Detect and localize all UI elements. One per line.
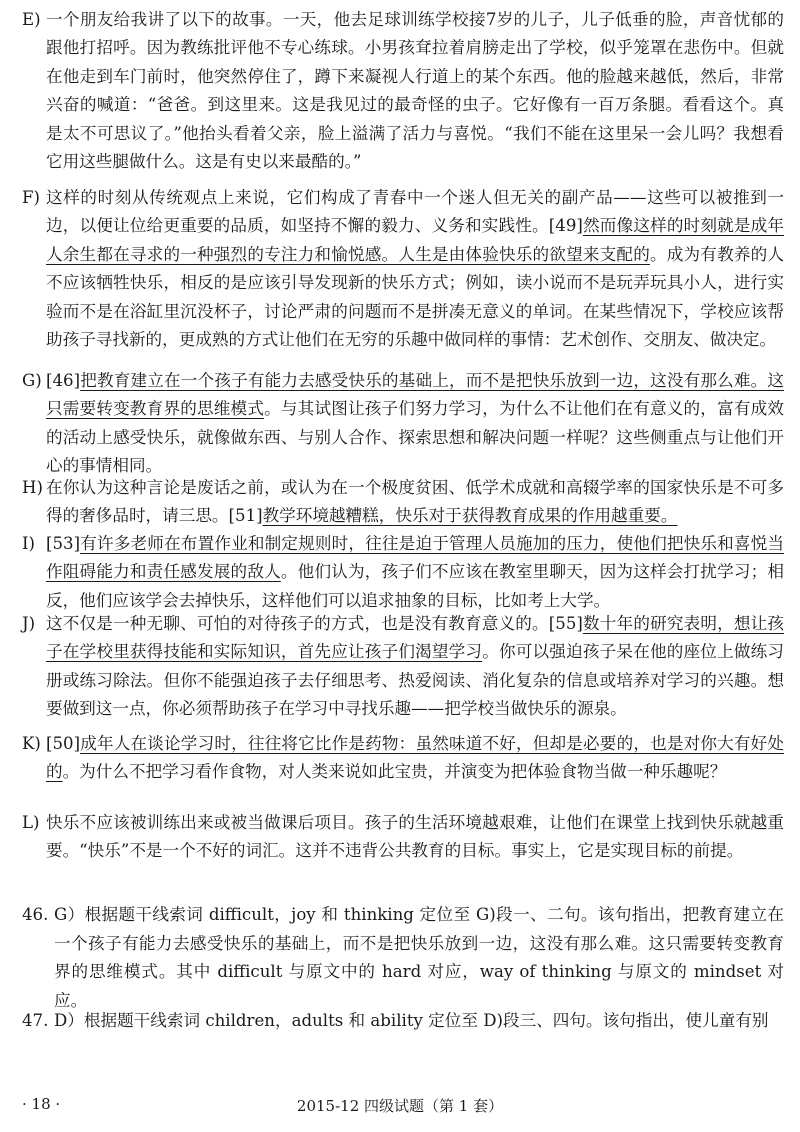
paragraph-text — [46, 730, 784, 787]
paragraph-text — [46, 367, 784, 481]
text-segment: 。与其试图让孩子们努力学习，为什么不让他们在有意义的，富有成效的活动上感受快乐，就像做东西、与别人合作、探索思想和解决问题一样呢？这些侧重点与让他们开心的事情相同。 — [46, 399, 785, 476]
paragraph — [22, 184, 784, 354]
paragraph-label: I) — [22, 534, 36, 553]
paragraph-label: J) — [22, 614, 36, 633]
paragraph-label: E) — [22, 10, 41, 29]
text-segment: 。你可以强迫孩子呆在他的座位上做练习册或练习除法。但你不能强迫孩子去仔细思考、热爱阅读、消化复杂的信息或培养对学习的兴趣。想要做到这一点，你必须帮助孩子在学习中寻找乐趣——把学校当做快乐的源泉。 — [46, 642, 785, 719]
answer-item — [22, 901, 784, 1015]
paragraph-text — [46, 610, 784, 724]
paragraph-text — [46, 184, 784, 354]
text-segment: 在你认为这种言论是废话之前，或认为在一个极度贫困、低学术成就和高辍学率的国家快乐是不可多得的奢侈品时，请三思。[51] — [46, 478, 784, 526]
paragraph — [22, 730, 784, 787]
paragraph — [22, 367, 784, 481]
text-segment: [53] — [46, 534, 81, 554]
underlined-sentence: 把教育建立在一个孩子有能力去感受快乐的基础上，而不是把快乐放到一边，这没有那么难。这只需要转变教育界的思维模式 — [46, 371, 784, 419]
text-segment: [46] — [46, 371, 81, 391]
page-footer — [0, 1095, 800, 1119]
text-segment: 。他们认为，孩子们不应该在教室里聊天，因为这样会打扰学习；相反，他们应该学会去掉快乐，这样他们可以追求抽象的目标，比如考上大学。 — [46, 562, 785, 610]
paragraph — [22, 474, 784, 531]
underlined-sentence: 数十年的研究表明，想让孩子在学校里获得技能和实际知识，首先应让孩子们渴望学习 — [46, 614, 784, 662]
underlined-sentence: 有许多老师在布置作业和制定规则时，往往是迫于管理人员施加的压力，使他们把快乐和喜悦当作阻碍能力和责任感发展的敌人 — [46, 534, 784, 582]
underlined-sentence: 成年人在谈论学习时，往往将它比作是药物：虽然味道不好，但却是必要的，也是对你大有好处的 — [46, 734, 784, 782]
paragraph-label: G) — [22, 371, 42, 390]
paragraph-text — [46, 6, 784, 176]
text-segment: 这不仅是一种无聊、可怕的对待孩子的方式，也是没有教育意义的。[55] — [46, 614, 583, 634]
paragraph-label: H) — [22, 478, 43, 497]
paragraph — [22, 809, 784, 866]
paragraph-label: K) — [22, 734, 41, 753]
underlined-sentence: 教学环境越糟糕，快乐对于获得教育成果的作用越重要。 — [262, 506, 678, 526]
text-segment: 。为什么不把学习看作食物，对人类来说如此宝贵，并演变为把体验食物当做一种乐趣呢？ — [62, 762, 727, 782]
answer-item — [22, 1007, 784, 1036]
page-number: · 18 · — [22, 1095, 61, 1113]
paragraph — [22, 610, 784, 724]
paragraph — [22, 6, 784, 176]
text-segment: 一个朋友给我讲了以下的故事。一天，他去足球训练学校接7岁的儿子，儿子低垂的脸，声音忧郁的跟他打招呼。因为教练批评他不专心练球。小男孩耷拉着肩膀走出了学校，似乎笼罩在悲伤中。但就在他走到车门前时，他突然停住了，蹲下来凝视人行道上的某个东西。他的脸越来越低，然后，非常兴奋的喊道：“爸爸。到这里来。这是我见过的最奇怪的虫子。它好像有一百万条腿。看看这个。真是太不可思议了。”他抬头看着父亲，脸上溢满了活力与喜悦。“我们不能在这里呆一会儿吗？我想看它用这些腿做什么。这是有史以来最酷的。” — [46, 10, 784, 172]
question-number: 46. — [22, 905, 49, 924]
text-segment: 快乐不应该被训练出来或被当做课后项目。孩子的生活环境越艰难，让他们在课堂上找到快乐就越重要。“快乐”不是一个不好的词汇。这并不违背公共教育的目标。事实上，它是实现目标的前提。 — [46, 813, 784, 861]
footer-title: 2015-12 四级试题（第 1 套） — [296, 1097, 504, 1115]
answer-text: D）根据题干线索词 children，adults 和 ability 定位至 D)段三、四句。该句指出，使儿童有别 — [54, 1011, 769, 1030]
paragraph — [22, 530, 784, 615]
underlined-sentence: 然而像这样的时刻就是成年人余生都在寻求的一种强烈的专注力和愉悦感。人生是由体验快乐的欲望来支配的 — [46, 216, 784, 264]
answer-text: G）根据题干线索词 difficult，joy 和 thinking 定位至 G)段一、二句。该句指出，把教育建立在一个孩子有能力去感受快乐的基础上，而不是把快乐放到一边，这没有那么难。这只需要转变教育界的思维模式。其中 difficult 与原文中的 hard 对应，way of thinking 与原文的 mindset 对应。 — [54, 905, 784, 1010]
paragraph-label: L) — [22, 813, 40, 832]
paragraph-text — [46, 530, 784, 615]
text-segment: 这样的时刻从传统观点上来说，它们构成了青春中一个迷人但无关的副产品——这些可以被推到一边，以便让位给更重要的品质，如坚持不懈的毅力、义务和实践性。[49] — [46, 188, 784, 236]
paragraph-text — [46, 809, 784, 866]
paragraph-text — [46, 474, 784, 531]
text-segment: [50] — [46, 734, 81, 754]
text-segment: 。成为有教养的人不应该牺牲快乐，相反的是应该引导发现新的快乐方式；例如，读小说而不是玩弄玩具小人，进行实验而不是在浴缸里沉没杯子，讨论严肃的问题而不是拼凑无意义的单词。在某些情况下，学校应该帮助孩子寻找新的，更成熟的方式让他们在无穷的乐趣中做同样的事情：艺术创作、交朋友、做决定。 — [46, 244, 785, 350]
question-number: 47. — [22, 1011, 49, 1030]
paragraph-label: F) — [22, 188, 40, 207]
